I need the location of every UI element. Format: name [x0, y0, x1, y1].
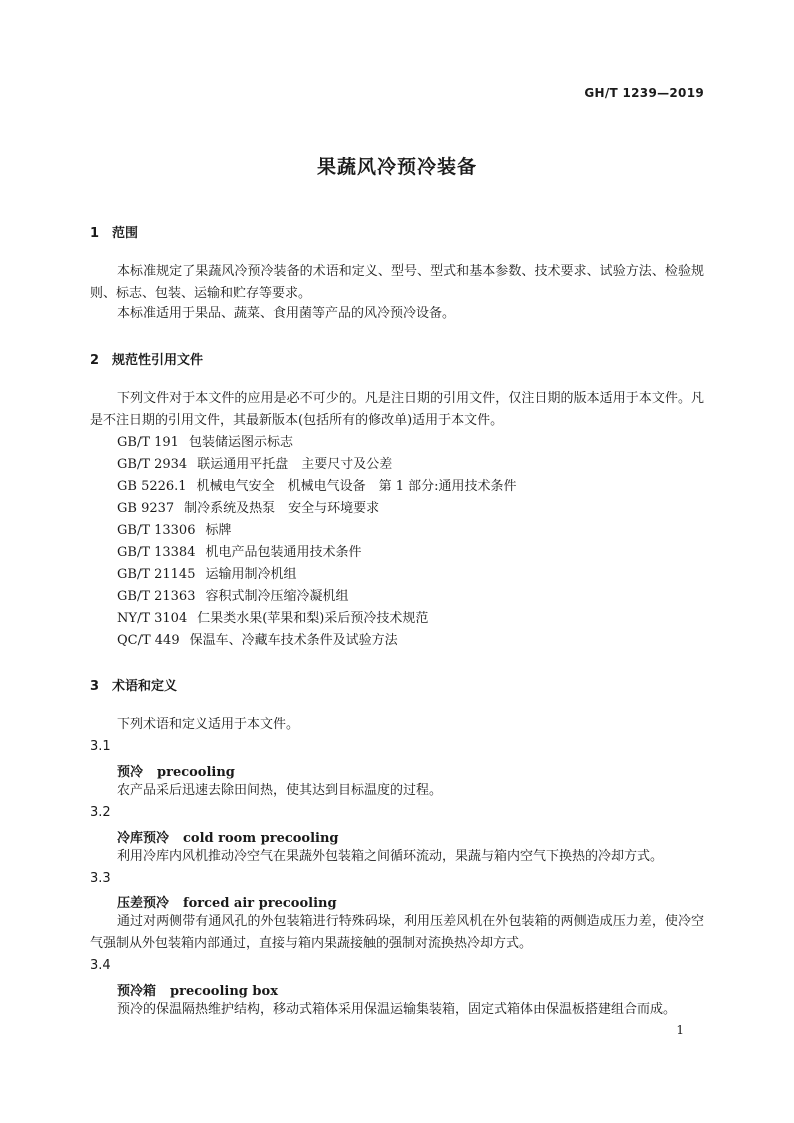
- term-zh: 压差预冷: [117, 896, 170, 911]
- reference-title: 运输用制冷机组: [205, 567, 297, 582]
- page-number: 1: [676, 1023, 684, 1037]
- scope-paragraph-1: 本标准规定了果蔬风冷预冷装备的术语和定义、型号、型式和基本参数、技术要求、试验方法、检验规则、标志、包装、运输和贮存等要求。: [90, 264, 704, 301]
- section-3-heading: [90, 675, 177, 694]
- reference-code: GB 5226.1: [117, 479, 187, 494]
- term-number: 3.3: [90, 871, 111, 886]
- term-heading: [117, 761, 235, 780]
- section-title: 术语和定义: [112, 679, 178, 694]
- reference-item: [117, 498, 379, 520]
- document-title: 果蔬风冷预冷装备: [316, 156, 477, 178]
- reference-title: 制冷系统及热泵 安全与环境要求: [184, 501, 380, 516]
- reference-code: GB/T 21145: [117, 567, 196, 582]
- term-number: 3.2: [90, 805, 111, 820]
- reference-title: 机电产品包装通用技术条件: [205, 545, 362, 560]
- references-intro: 下列文件对于本文件的应用是必不可少的。凡是注日期的引用文件，仅注日期的版本适用于本文件。凡是不注日期的引用文件，其最新版本(包括所有的修改单)适用于本文件。: [90, 391, 704, 428]
- reference-code: GB/T 13306: [117, 523, 196, 538]
- section-title: 规范性引用文件: [112, 353, 204, 368]
- term-en: precooling box: [170, 984, 278, 999]
- term-en: cold room precooling: [183, 831, 339, 846]
- reference-title: 标牌: [205, 523, 232, 538]
- reference-title: 联运通用平托盘 主要尺寸及公差: [197, 457, 393, 472]
- reference-title: 包装储运图示标志: [188, 435, 293, 450]
- term-definition: 利用冷库内风机推动冷空气在果蔬外包装箱之间循环流动，果蔬与箱内空气下换热的冷却方式。: [117, 849, 664, 864]
- term-en: precooling: [157, 765, 235, 780]
- term-zh: 冷库预冷: [117, 831, 170, 846]
- reference-item: [117, 432, 293, 454]
- reference-code: QC/T 449: [117, 633, 180, 648]
- reference-code: GB/T 21363: [117, 589, 196, 604]
- reference-item: [117, 586, 349, 608]
- section-1-heading: [90, 222, 138, 241]
- term-definition: 预冷的保温隔热维护结构，移动式箱体采用保温运输集装箱，固定式箱体由保温板搭建组合而成。: [117, 1002, 677, 1017]
- term-heading: [117, 827, 339, 846]
- term-heading: [117, 892, 337, 911]
- term-definition: 通过对两侧带有通风孔的外包装箱进行特殊码垛，利用压差风机在外包装箱的两侧造成压力差，使冷空气强制从外包装箱内部通过，直接与箱内果蔬接触的强制对流换热冷却方式。: [90, 914, 704, 951]
- reference-item: [117, 608, 428, 630]
- reference-code: GB/T 2934: [117, 457, 188, 472]
- scope-paragraph-2: 本标准适用于果品、蔬菜、食用菌等产品的风冷预冷设备。: [117, 306, 456, 321]
- reference-item: [117, 542, 362, 564]
- term-number: 3.4: [90, 958, 111, 973]
- term-definition: 农产品采后迅速去除田间热，使其达到目标温度的过程。: [117, 783, 443, 798]
- reference-item: [117, 564, 297, 586]
- reference-title: 机械电气安全 机械电气设备 第 1 部分:通用技术条件: [196, 479, 517, 494]
- reference-item: [117, 630, 398, 652]
- section-number: 1: [90, 226, 100, 241]
- reference-code: NY/T 3104: [117, 611, 188, 626]
- section-2-heading: [90, 349, 203, 368]
- reference-item: [117, 520, 232, 542]
- term-en: forced air precooling: [183, 896, 337, 911]
- section-number: 2: [90, 353, 100, 368]
- terms-intro: 下列术语和定义适用于本文件。: [117, 717, 300, 732]
- reference-item: [117, 476, 516, 498]
- section-number: 3: [90, 679, 100, 694]
- reference-code: GB/T 191: [117, 435, 179, 450]
- reference-title: 容积式制冷压缩冷凝机组: [205, 589, 349, 604]
- reference-code: GB/T 13384: [117, 545, 196, 560]
- term-zh: 预冷箱: [117, 984, 157, 999]
- reference-code: GB 9237: [117, 501, 175, 516]
- standard-code: GH/T 1239—2019: [584, 86, 704, 100]
- reference-title: 保温车、冷藏车技术条件及试验方法: [189, 633, 398, 648]
- reference-title: 仁果类水果(苹果和梨)采后预冷技术规范: [197, 611, 429, 626]
- section-title: 范围: [112, 226, 139, 241]
- term-number: 3.1: [90, 739, 111, 754]
- term-heading: [117, 980, 278, 999]
- term-zh: 预冷: [117, 765, 144, 780]
- reference-item: [117, 454, 392, 476]
